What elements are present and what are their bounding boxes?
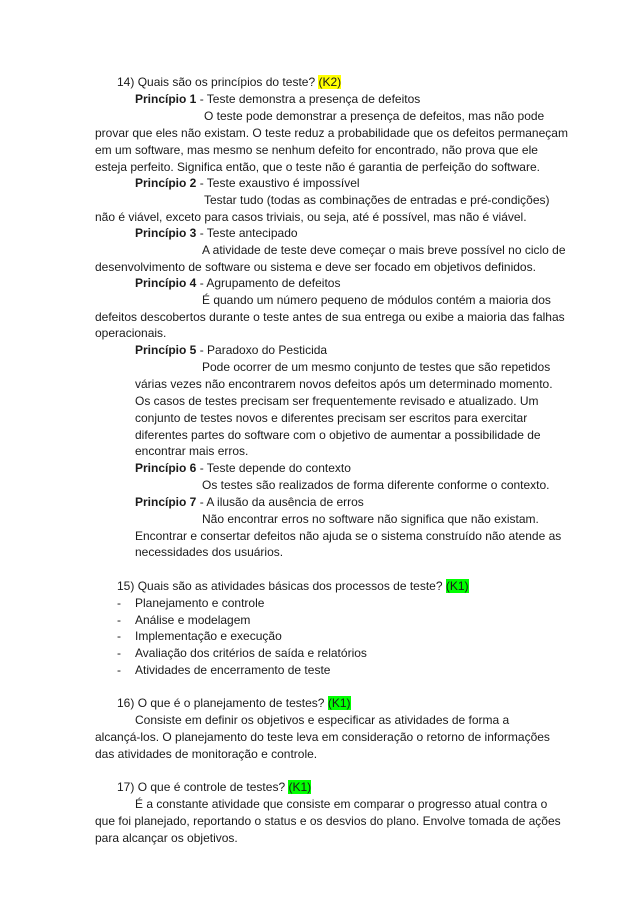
q14-level-badge: (K2) [318,75,342,89]
q16-number: 16) [117,696,135,710]
p4-label: Princípio 4 [135,276,197,290]
q17-heading [117,779,311,795]
q17-text-line: que foi planejado, reportando o status e os desvios do plano. Envolve tomada de ações [95,814,561,828]
p5-text-line: Pode ocorrer de um mesmo conjunto de testes que são repetidos [202,360,551,374]
p6-heading [135,460,351,476]
p7-text-line: Não encontrar erros no software não significa que não existam. [202,512,539,526]
p3-text-line: A atividade de teste deve começar o mais breve possível no ciclo de [202,243,566,257]
p6-title: - Teste depende do contexto [196,461,351,475]
p2-text-line: não é viável, exceto para casos triviais, ou seja, até é possível, mas não é viável. [95,210,527,224]
p4-title: - Agrupamento de defeitos [196,276,341,290]
q16-text-line: das atividades de monitoração e controle. [95,747,318,761]
p4-heading [135,275,340,291]
p6-label: Princípio 6 [135,461,197,475]
p3-text-line: desenvolvimento de software ou sistema e deve ser focado em objetivos definidos. [95,260,536,274]
p4-text-line: operacionais. [95,326,167,340]
q16-text-line: Consiste em definir os objetivos e especificar as atividades de forma a [135,713,510,727]
p2-label: Princípio 2 [135,176,197,190]
p1-title: - Teste demonstra a presença de defeitos [196,92,421,106]
q17-text-line: para alcançar os objetivos. [95,831,238,845]
p3-heading [135,225,298,241]
p1-text-line: esteja perfeito. Significa então, que o teste não é garantia de perfeição do software. [95,160,540,174]
p5-text-line: várias vezes não encontrarem novos defeitos após um determinado momento. [135,377,553,391]
q15-list-item [117,595,265,611]
p6-text-line: Os testes são realizados de forma diferente conforme o contexto. [202,478,550,492]
q15-list-item [117,662,331,678]
p2-heading [135,175,360,191]
q15-list-item [117,612,251,628]
q14-question: Quais são os princípios do teste? [137,75,316,89]
p3-title: - Teste antecipado [196,226,298,240]
p7-heading [135,494,364,510]
p1-text-line: em um software, mas mesmo se nenhum defeito for encontrado, não prova que ele [95,143,538,157]
q15-item-text: Análise e modelagem [135,613,251,627]
q17-number: 17) [117,780,135,794]
bullet-dash: - [117,646,121,660]
q15-heading [117,578,469,594]
p5-text-line: Os casos de testes precisam ser frequentemente revisado e atualizado. Um [135,394,539,408]
p1-heading [135,91,420,107]
p4-text-line: defeitos descobertos durante o teste antes de sua entrega ou exibe a maioria das falhas [95,310,565,324]
p5-text-line: conjunto de testes novos e diferentes precisam ser escritos para exercitar [135,411,528,425]
p5-title: - Paradoxo do Pesticida [196,343,328,357]
bullet-dash: - [117,613,121,627]
p1-text-line: provar que eles não existam. O teste reduz a probabilidade que os defeitos permaneçam [95,126,568,140]
q15-item-text: Avaliação dos critérios de saída e relatórios [135,646,367,660]
bullet-dash: - [117,629,121,643]
p4-text-line: É quando um número pequeno de módulos contém a maioria dos [202,293,551,307]
q15-item-text: Atividades de encerramento de teste [135,663,331,677]
bullet-dash: - [117,596,121,610]
p1-text-line: O teste pode demonstrar a presença de defeitos, mas não pode [204,109,545,123]
p7-text-line: Encontrar e consertar defeitos não ajuda se o sistema construído não atende as [135,529,562,543]
p2-title: - Teste exaustivo é impossível [196,176,360,190]
p1-label: Princípio 1 [135,92,197,106]
q15-number: 15) [117,579,135,593]
q16-heading [117,695,351,711]
q16-question: O que é o planejamento de testes? [137,696,325,710]
q14-number: 14) [117,75,135,89]
q15-question: Quais são as atividades básicas dos processos de teste? [137,579,443,593]
q17-question: O que é controle de testes? [137,780,286,794]
p5-label: Princípio 5 [135,343,197,357]
p3-label: Princípio 3 [135,226,197,240]
q17-text-line: É a constante atividade que consiste em comparar o progresso atual contra o [135,797,548,811]
q15-item-text: Planejamento e controle [135,596,265,610]
p5-text-line: diferentes partes do software com o objetivo de aumentar a possibilidade de [135,428,541,442]
p7-title: - A ilusão da ausência de erros [196,495,364,509]
p7-text-line: necessidades dos usuários. [135,545,284,559]
q17-level-badge: (K1) [288,780,312,794]
p5-text-line: encontrar mais erros. [135,444,249,458]
p5-heading [135,342,327,358]
p7-label: Princípio 7 [135,495,197,509]
q15-level-badge: (K1) [445,579,469,593]
q15-list-item [117,645,367,661]
q15-list-item [117,628,282,644]
bullet-dash: - [117,663,121,677]
q15-item-text: Implementação e execução [135,629,282,643]
p2-text-line: Testar tudo (todas as combinações de entradas e pré-condições) [204,193,550,207]
q16-level-badge: (K1) [327,696,351,710]
q16-text-line: alcançá-los. O planejamento do teste leva em consideração o retorno de informações [95,730,550,744]
q14-heading [117,74,341,90]
